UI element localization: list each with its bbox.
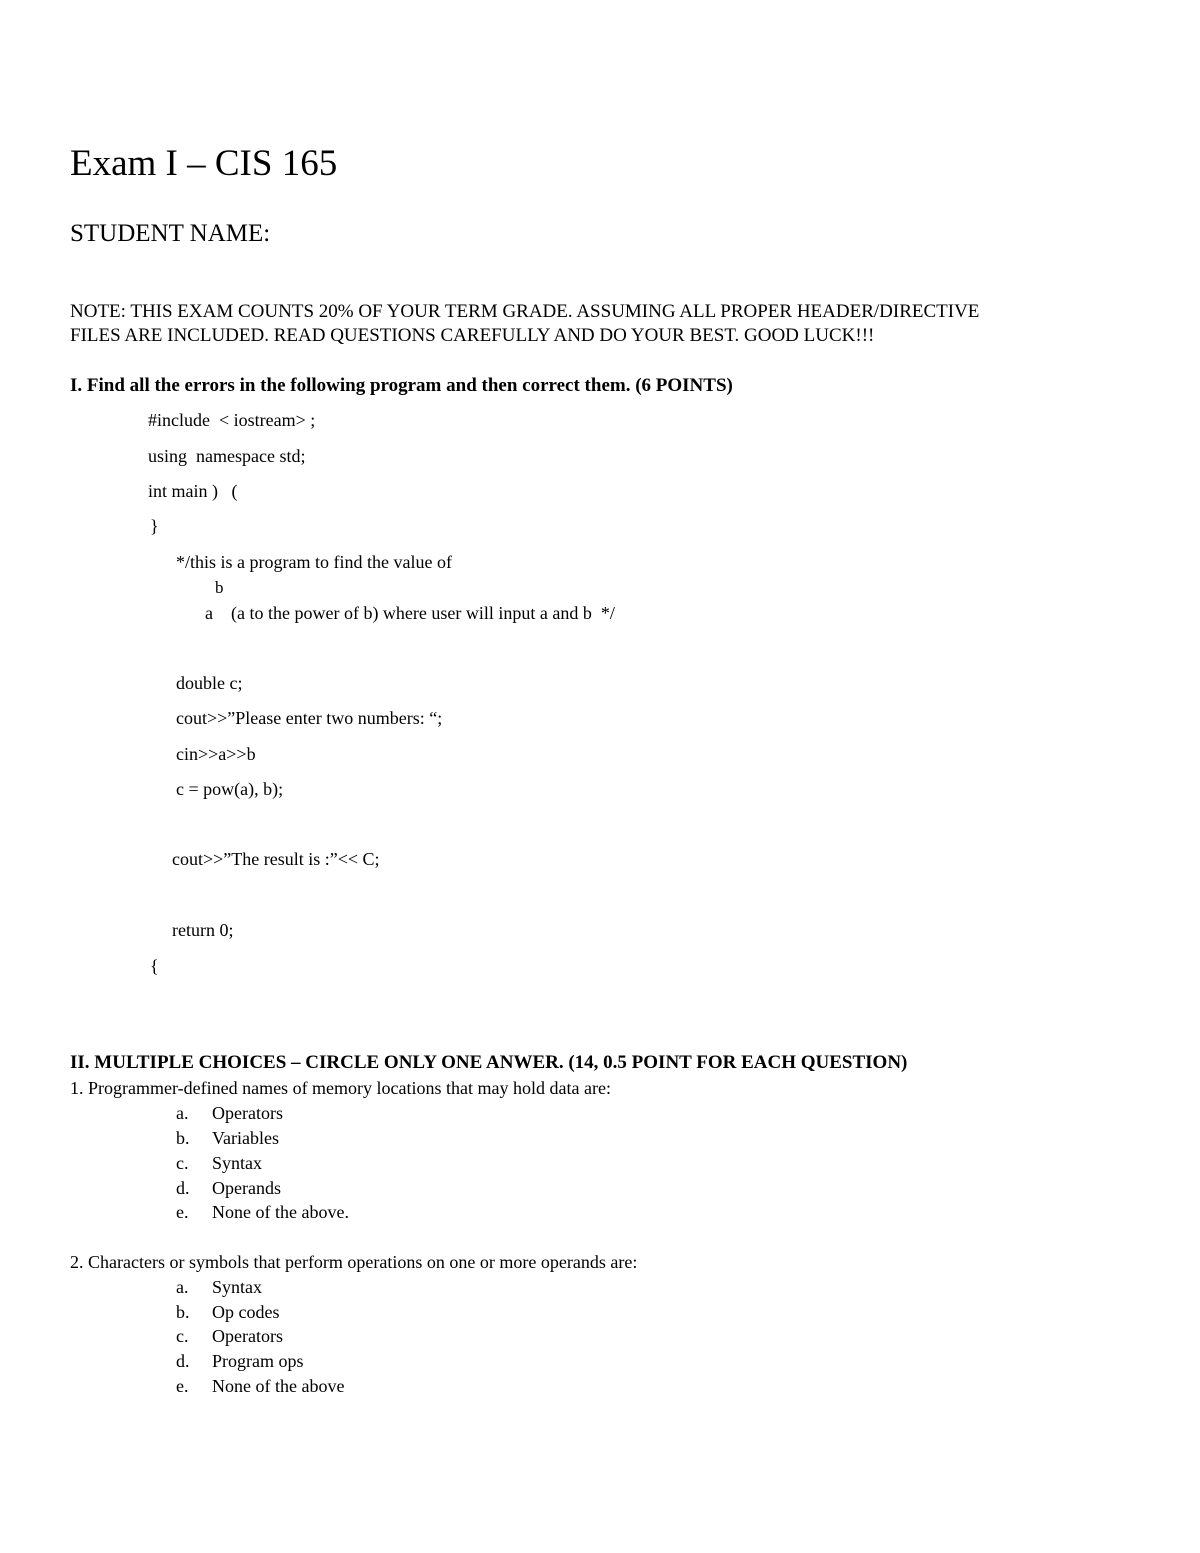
code-line: c = pow(a), b); xyxy=(176,779,284,799)
option-letter: e. xyxy=(176,1376,189,1396)
option-letter: a. xyxy=(176,1103,189,1123)
option-text: Syntax xyxy=(212,1277,263,1297)
code-line: */this is a program to find the value of xyxy=(176,552,452,572)
option-text: None of the above. xyxy=(212,1202,349,1222)
option-letter: a. xyxy=(176,1277,189,1297)
option-text: Operands xyxy=(212,1178,281,1198)
code-line: cin>>a>>b xyxy=(176,744,256,764)
note-line-2: FILES ARE INCLUDED. READ QUESTIONS CAREFULLY AND DO YOUR BEST. GOOD LUCK!!! xyxy=(70,325,875,346)
exam-title: Exam I – CIS 165 xyxy=(70,143,338,184)
code-line: return 0; xyxy=(172,920,234,940)
option-text: Op codes xyxy=(212,1302,280,1322)
option-text: Operators xyxy=(212,1103,283,1123)
code-line: a (a to the power of b) where user will input a and b */ xyxy=(205,603,615,623)
option-text: Program ops xyxy=(212,1351,304,1371)
student-name-label: STUDENT NAME: xyxy=(70,220,271,247)
option-letter: d. xyxy=(176,1351,190,1371)
option-letter: e. xyxy=(176,1202,189,1222)
option-letter: b. xyxy=(176,1302,190,1322)
code-line: { xyxy=(150,956,159,976)
code-line: cout>>”Please enter two numbers: “; xyxy=(176,708,443,728)
code-line: cout>>”The result is :”<< C; xyxy=(172,849,380,869)
code-line: int main ) ( xyxy=(148,481,238,501)
option-text: Variables xyxy=(212,1128,279,1148)
code-line: b xyxy=(215,578,224,597)
code-line: using namespace std; xyxy=(148,446,306,466)
option-text: Syntax xyxy=(212,1153,263,1173)
code-line: } xyxy=(150,516,159,536)
option-text: Operators xyxy=(212,1326,283,1346)
code-line: #include < iostream> ; xyxy=(148,410,316,430)
option-letter: d. xyxy=(176,1178,190,1198)
option-text: None of the above xyxy=(212,1376,345,1396)
section-1-heading: I. Find all the errors in the following program and then correct them. (6 POINTS) xyxy=(70,375,733,396)
option-letter: c. xyxy=(176,1326,189,1346)
question-1-text: 1. Programmer-defined names of memory locations that may hold data are: xyxy=(70,1078,611,1098)
option-letter: c. xyxy=(176,1153,189,1173)
option-letter: b. xyxy=(176,1128,190,1148)
code-line: double c; xyxy=(176,673,243,693)
note-line-1: NOTE: THIS EXAM COUNTS 20% OF YOUR TERM GRADE. ASSUMING ALL PROPER HEADER/DIRECTIVE xyxy=(70,301,980,322)
section-2-heading: II. MULTIPLE CHOICES – CIRCLE ONLY ONE ANWER. (14, 0.5 POINT FOR EACH QUESTION) xyxy=(70,1052,908,1073)
question-2-text: 2. Characters or symbols that perform operations on one or more operands are: xyxy=(70,1252,638,1272)
